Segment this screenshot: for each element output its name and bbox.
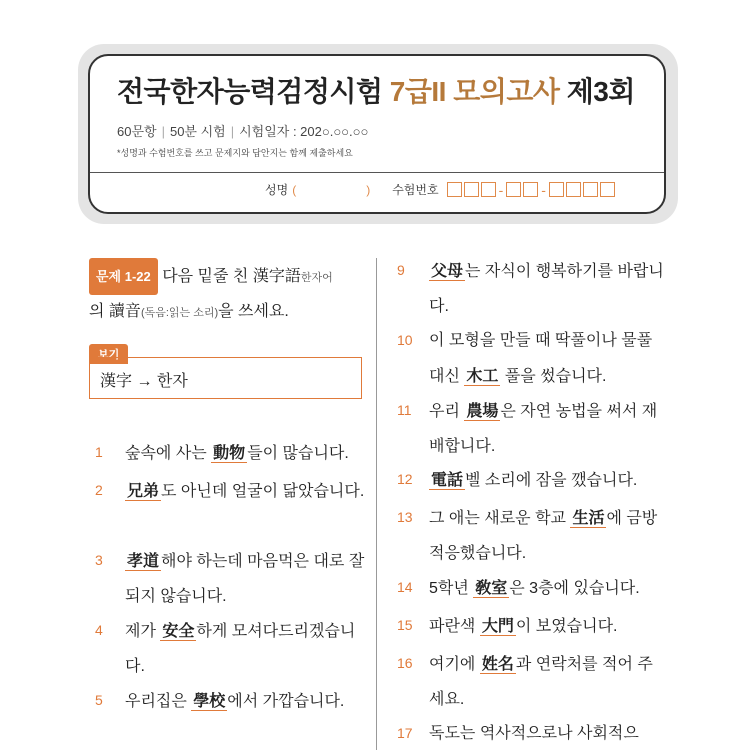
question-1: 1 숲속에 사는 動物 들이 많습니다. — [95, 443, 349, 462]
example-box: 漢字 → 한자 — [89, 357, 362, 399]
exam-number-label: 수험번호 — [392, 183, 439, 197]
question-2: 2 兄弟 도 아닌데 얼굴이 닮았습니다. — [95, 481, 365, 500]
example-tab: 보기 — [89, 344, 128, 364]
exam-note: *성명과 수험번호를 쓰고 문제지와 답안지는 함께 제출하세요 — [117, 148, 353, 158]
question-4: 4 제가 安全 하게 모셔다드리겠습니다. — [95, 621, 356, 675]
question-13: 13 그 애는 새로운 학교 生活 에 금방 적응했습니다. — [397, 508, 658, 562]
question-3: 3 孝道 해야 하는데 마음먹은 대로 잘되지 않습니다. — [95, 551, 365, 605]
question-9: 9 父母 는 자식이 행복하기를 바랍니다. — [397, 261, 664, 315]
name-label: 성명 — [265, 183, 289, 197]
question-14: 14 5학년 敎室 은 3층에 있습니다. — [397, 578, 640, 597]
question-11: 11 우리 農場 은 자연 농법을 써서 재배합니다. — [397, 401, 658, 455]
question-5: 5 우리집은 學校 에서 가깝습니다. — [95, 691, 345, 710]
name-exam-number-row: 성명 ( ) 수험번호 - - — [265, 181, 617, 198]
exam-meta: 60문항 | 50분 시험 | 시험일자 : 202○.○○.○○ — [117, 124, 369, 139]
question-12: 12 電話 벨 소리에 잠을 깼습니다. — [397, 470, 638, 489]
question-16: 16 여기에 姓名 과 연락처를 적어 주세요. — [397, 654, 653, 708]
question-range-badge: 문제 1-22 — [89, 258, 158, 295]
exam-number-boxes[interactable]: - - — [447, 182, 617, 198]
header-divider — [90, 172, 664, 173]
question-10: 10 이 모형을 만들 때 딱풀이나 물풀 대신 木工 풀을 썼습니다. — [397, 332, 653, 385]
column-divider — [376, 258, 377, 750]
question-17: 17 독도는 역사적으로나 사회적으 — [397, 725, 639, 742]
exam-title: 전국한자능력검정시험 7급II 모의고사 제3회 — [117, 76, 635, 107]
question-15: 15 파란색 大門 이 보였습니다. — [397, 616, 618, 635]
instruction: 문제 1-22 다음 밑줄 친 漢字語한자어 의 讀音(독음:읽는 소리)을 쓰세요. — [89, 258, 369, 329]
